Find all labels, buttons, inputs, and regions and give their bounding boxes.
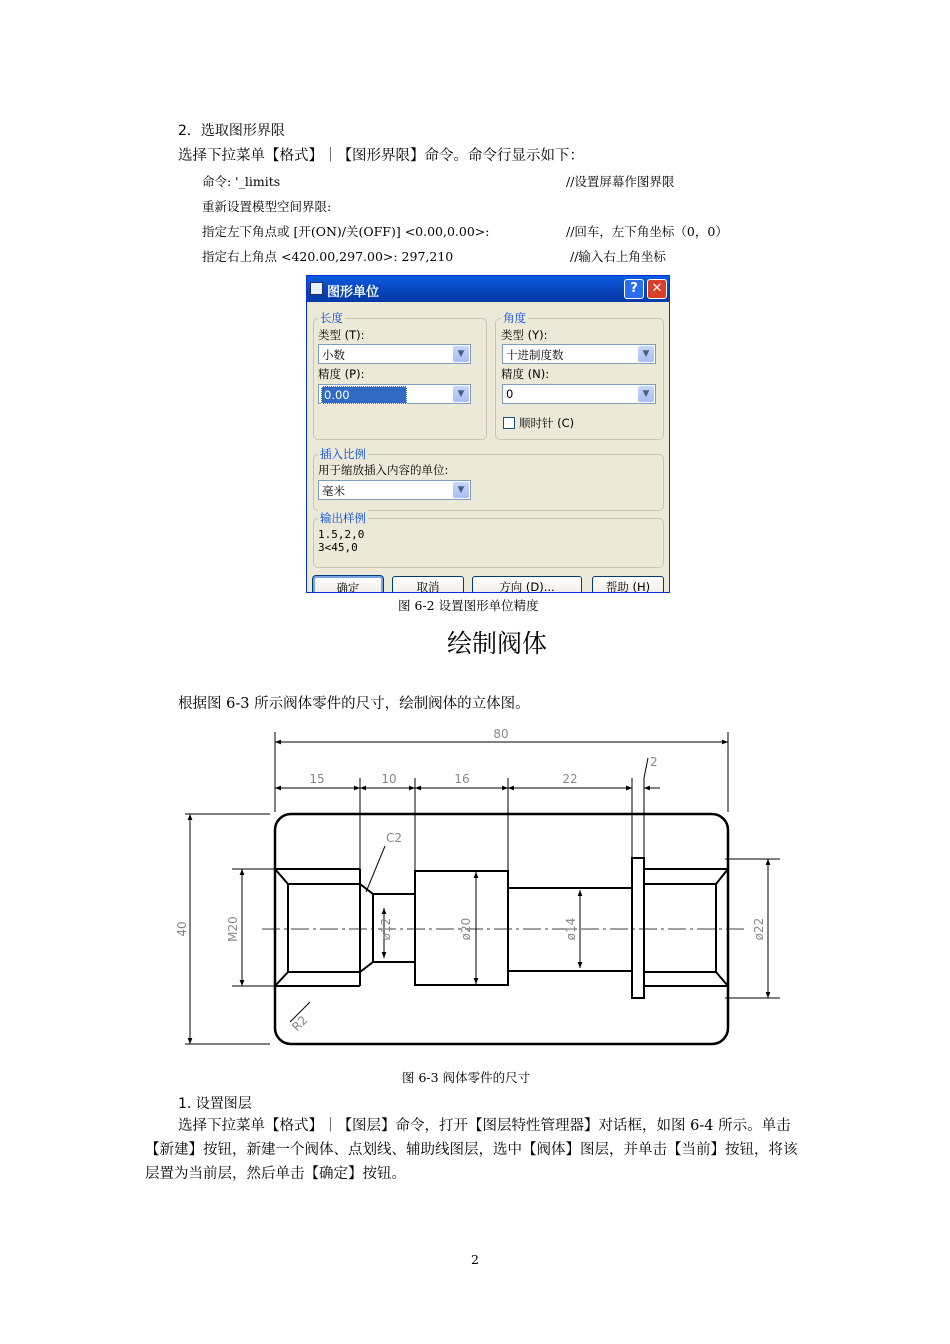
command-comment: //设置屏幕作图界限 (566, 174, 675, 189)
dim-label: 80 (493, 727, 509, 741)
angle-type-label: 类型 (Y): (501, 328, 548, 342)
command-line: 命令: '_limits (202, 174, 281, 189)
dim-label: ø22 (752, 917, 766, 941)
insert-units-select[interactable]: 毫米 ▼ (318, 480, 471, 500)
dim-label: ø14 (564, 917, 578, 941)
chevron-down-icon: ▼ (453, 482, 469, 498)
dim-label: M20 (226, 916, 240, 942)
dialog-titlebar (307, 276, 669, 302)
section-heading: 1. 设置图层 (178, 1096, 252, 1112)
sample-line: 3<45,0 (318, 541, 358, 554)
dim-label: 2 (650, 755, 658, 769)
help-button[interactable]: 帮助 (H) (592, 576, 664, 593)
dim-label: 10 (381, 772, 397, 786)
insert-scale-label: 插入比例 (320, 447, 366, 461)
angle-precision-select[interactable]: 0 ▼ (502, 384, 656, 404)
sample-line: 1.5,2,0 (318, 528, 365, 541)
command-line: 指定左下角点或 [开(ON)/关(OFF)] <0.00,0.00>: (202, 224, 490, 239)
chevron-down-icon: ▼ (638, 346, 654, 362)
length-group-label: 长度 (320, 311, 343, 325)
angle-group-label: 角度 (503, 311, 526, 325)
length-type-label: 类型 (T): (318, 328, 365, 342)
clockwise-label: 顺时针 (C) (519, 416, 575, 430)
dim-label: R2 (289, 1012, 311, 1035)
dim-label: 15 (309, 772, 325, 786)
clockwise-checkbox[interactable] (503, 417, 515, 429)
angle-precision-label: 精度 (N): (501, 367, 550, 381)
cancel-button[interactable]: 取消 (392, 576, 464, 593)
chevron-down-icon: ▼ (453, 386, 469, 402)
dialog-title: 图形单位 (327, 285, 380, 300)
chevron-down-icon: ▼ (638, 386, 654, 402)
sample-output-label: 输出样例 (320, 511, 366, 525)
body-paragraph: 选择下拉菜单【格式】｜【图层】命令，打开【图层特性管理器】对话框，如图 6-4 所示。单击【新建】按钮，新建一个阀体、点划线、辅助线图层，选中【阀体】图层，并单击【当前】按钮，将该层置为当前层，然后单击【确定】按钮。 (145, 1118, 798, 1182)
intro-paragraph: 根据图 6-3 所示阀体零件的尺寸，绘制阀体的立体图。 (178, 696, 530, 712)
close-icon[interactable]: ✕ (647, 279, 667, 299)
figure-caption: 图 6-2 设置图形单位精度 (398, 598, 539, 613)
app-icon (310, 282, 323, 295)
command-comment: //输入右上角坐标 (570, 249, 666, 264)
dim-label: 22 (562, 772, 578, 786)
dim-label: 16 (454, 772, 470, 786)
page-title: 绘制阀体 (447, 629, 548, 658)
figure-caption: 图 6-3 阀体零件的尺寸 (402, 1070, 531, 1085)
dim-label: 40 (175, 921, 189, 937)
length-precision-select[interactable]: 0.00 ▼ (318, 384, 471, 404)
insert-units-label: 用于缩放插入内容的单位: (318, 463, 449, 477)
command-comment: //回车，左下角坐标（0，0） (566, 224, 728, 239)
section-heading: 2．选取图形界限 (178, 123, 285, 139)
ok-button[interactable]: 确定 (313, 576, 383, 593)
angle-type-select[interactable]: 十进制度数 ▼ (502, 344, 656, 364)
command-line: 指定右上角点 <420.00,297.00>: 297,210 (202, 249, 454, 264)
length-precision-label: 精度 (P): (318, 367, 365, 381)
dim-label: C2 (386, 831, 403, 845)
chevron-down-icon: ▼ (453, 346, 469, 362)
page-number: 2 (471, 1252, 479, 1267)
help-icon[interactable]: ? (624, 279, 644, 299)
dim-label: ø20 (459, 917, 473, 941)
direction-button[interactable]: 方向 (D)... (472, 576, 582, 593)
section-intro: 选择下拉菜单【格式】｜【图形界限】命令。命令行显示如下： (178, 148, 584, 164)
dim-label: ø12 (379, 917, 393, 941)
valve-body-drawing (170, 722, 790, 1058)
command-line: 重新设置模型空间界限: (202, 199, 332, 214)
units-dialog (306, 275, 670, 593)
length-type-select[interactable]: 小数 ▼ (318, 344, 471, 364)
